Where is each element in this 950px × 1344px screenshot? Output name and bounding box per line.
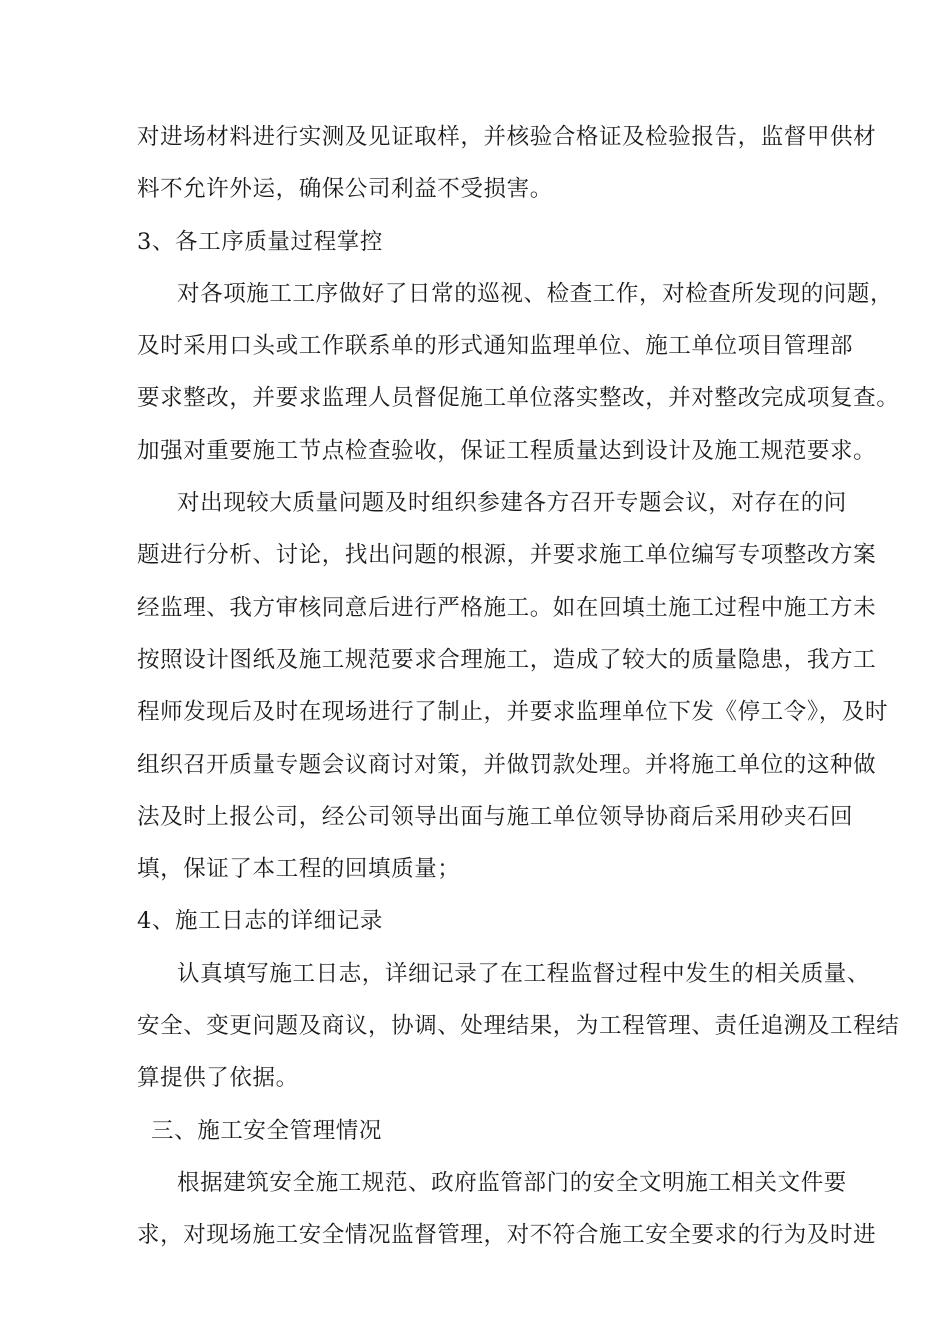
paragraph-line: 要求整改，并要求监理人员督促施工单位落实整改，并对整改完成项复查。 — [137, 385, 900, 412]
paragraph-line: 求，对现场施工安全情况监督管理，对不符合施工安全要求的行为及时进 — [137, 1222, 877, 1249]
paragraph-line: 安全、变更问题及商议，协调、处理结果，为工程管理、责任追溯及工程结 — [137, 1013, 900, 1040]
paragraph-line: 及时采用口头或工作联系单的形式通知监理单位、施工单位项目管理部 — [137, 333, 854, 360]
section-heading-safety-management: 三、施工安全管理情况 — [151, 1117, 383, 1144]
paragraph-line: 算提供了依据。 — [137, 1065, 299, 1092]
paragraph-line: 料不允许外运，确保公司利益不受损害。 — [137, 176, 553, 203]
subheading-construction-log: 4、施工日志的详细记录 — [137, 908, 383, 935]
subheading-quality-control: 3、各工序质量过程掌控 — [137, 228, 383, 255]
paragraph-line: 对各项施工工序做好了日常的巡视、检查工作，对检查所发现的问题， — [177, 280, 894, 307]
paragraph-line: 组织召开质量专题会议商讨对策，并做罚款处理。并将施工单位的这种做 — [137, 751, 877, 778]
paragraph-line: 认真填写施工日志，详细记录了在工程监督过程中发生的相关质量、 — [177, 960, 871, 987]
paragraph-line: 对出现较大质量问题及时组织参建各方召开专题会议，对存在的问 — [177, 490, 847, 517]
paragraph-line: 程师发现后及时在现场进行了制止，并要求监理单位下发《停工令》，及时 — [137, 699, 889, 726]
paragraph-line: 题进行分析、讨论，找出问题的根源，并要求施工单位编写专项整改方案 — [137, 542, 877, 569]
paragraph-line: 根据建筑安全施工规范、政府监管部门的安全文明施工相关文件要 — [177, 1169, 847, 1196]
document-page — [137, 122, 900, 1273]
paragraph-line: 经监理、我方审核同意后进行严格施工。如在回填土施工过程中施工方未 — [137, 594, 877, 621]
paragraph-line: 加强对重要施工节点检查验收，保证工程质量达到设计及施工规范要求。 — [137, 437, 877, 464]
paragraph-line: 按照设计图纸及施工规范要求合理施工，造成了较大的质量隐患，我方工 — [137, 646, 877, 673]
paragraph-line: 法及时上报公司，经公司领导出面与施工单位领导协商后采用砂夹石回 — [137, 803, 854, 830]
paragraph-line: 填，保证了本工程的回填质量； — [137, 856, 461, 883]
paragraph-line: 对进场材料进行实测及见证取样，并核验合格证及检验报告，监督甲供材 — [137, 124, 877, 150]
